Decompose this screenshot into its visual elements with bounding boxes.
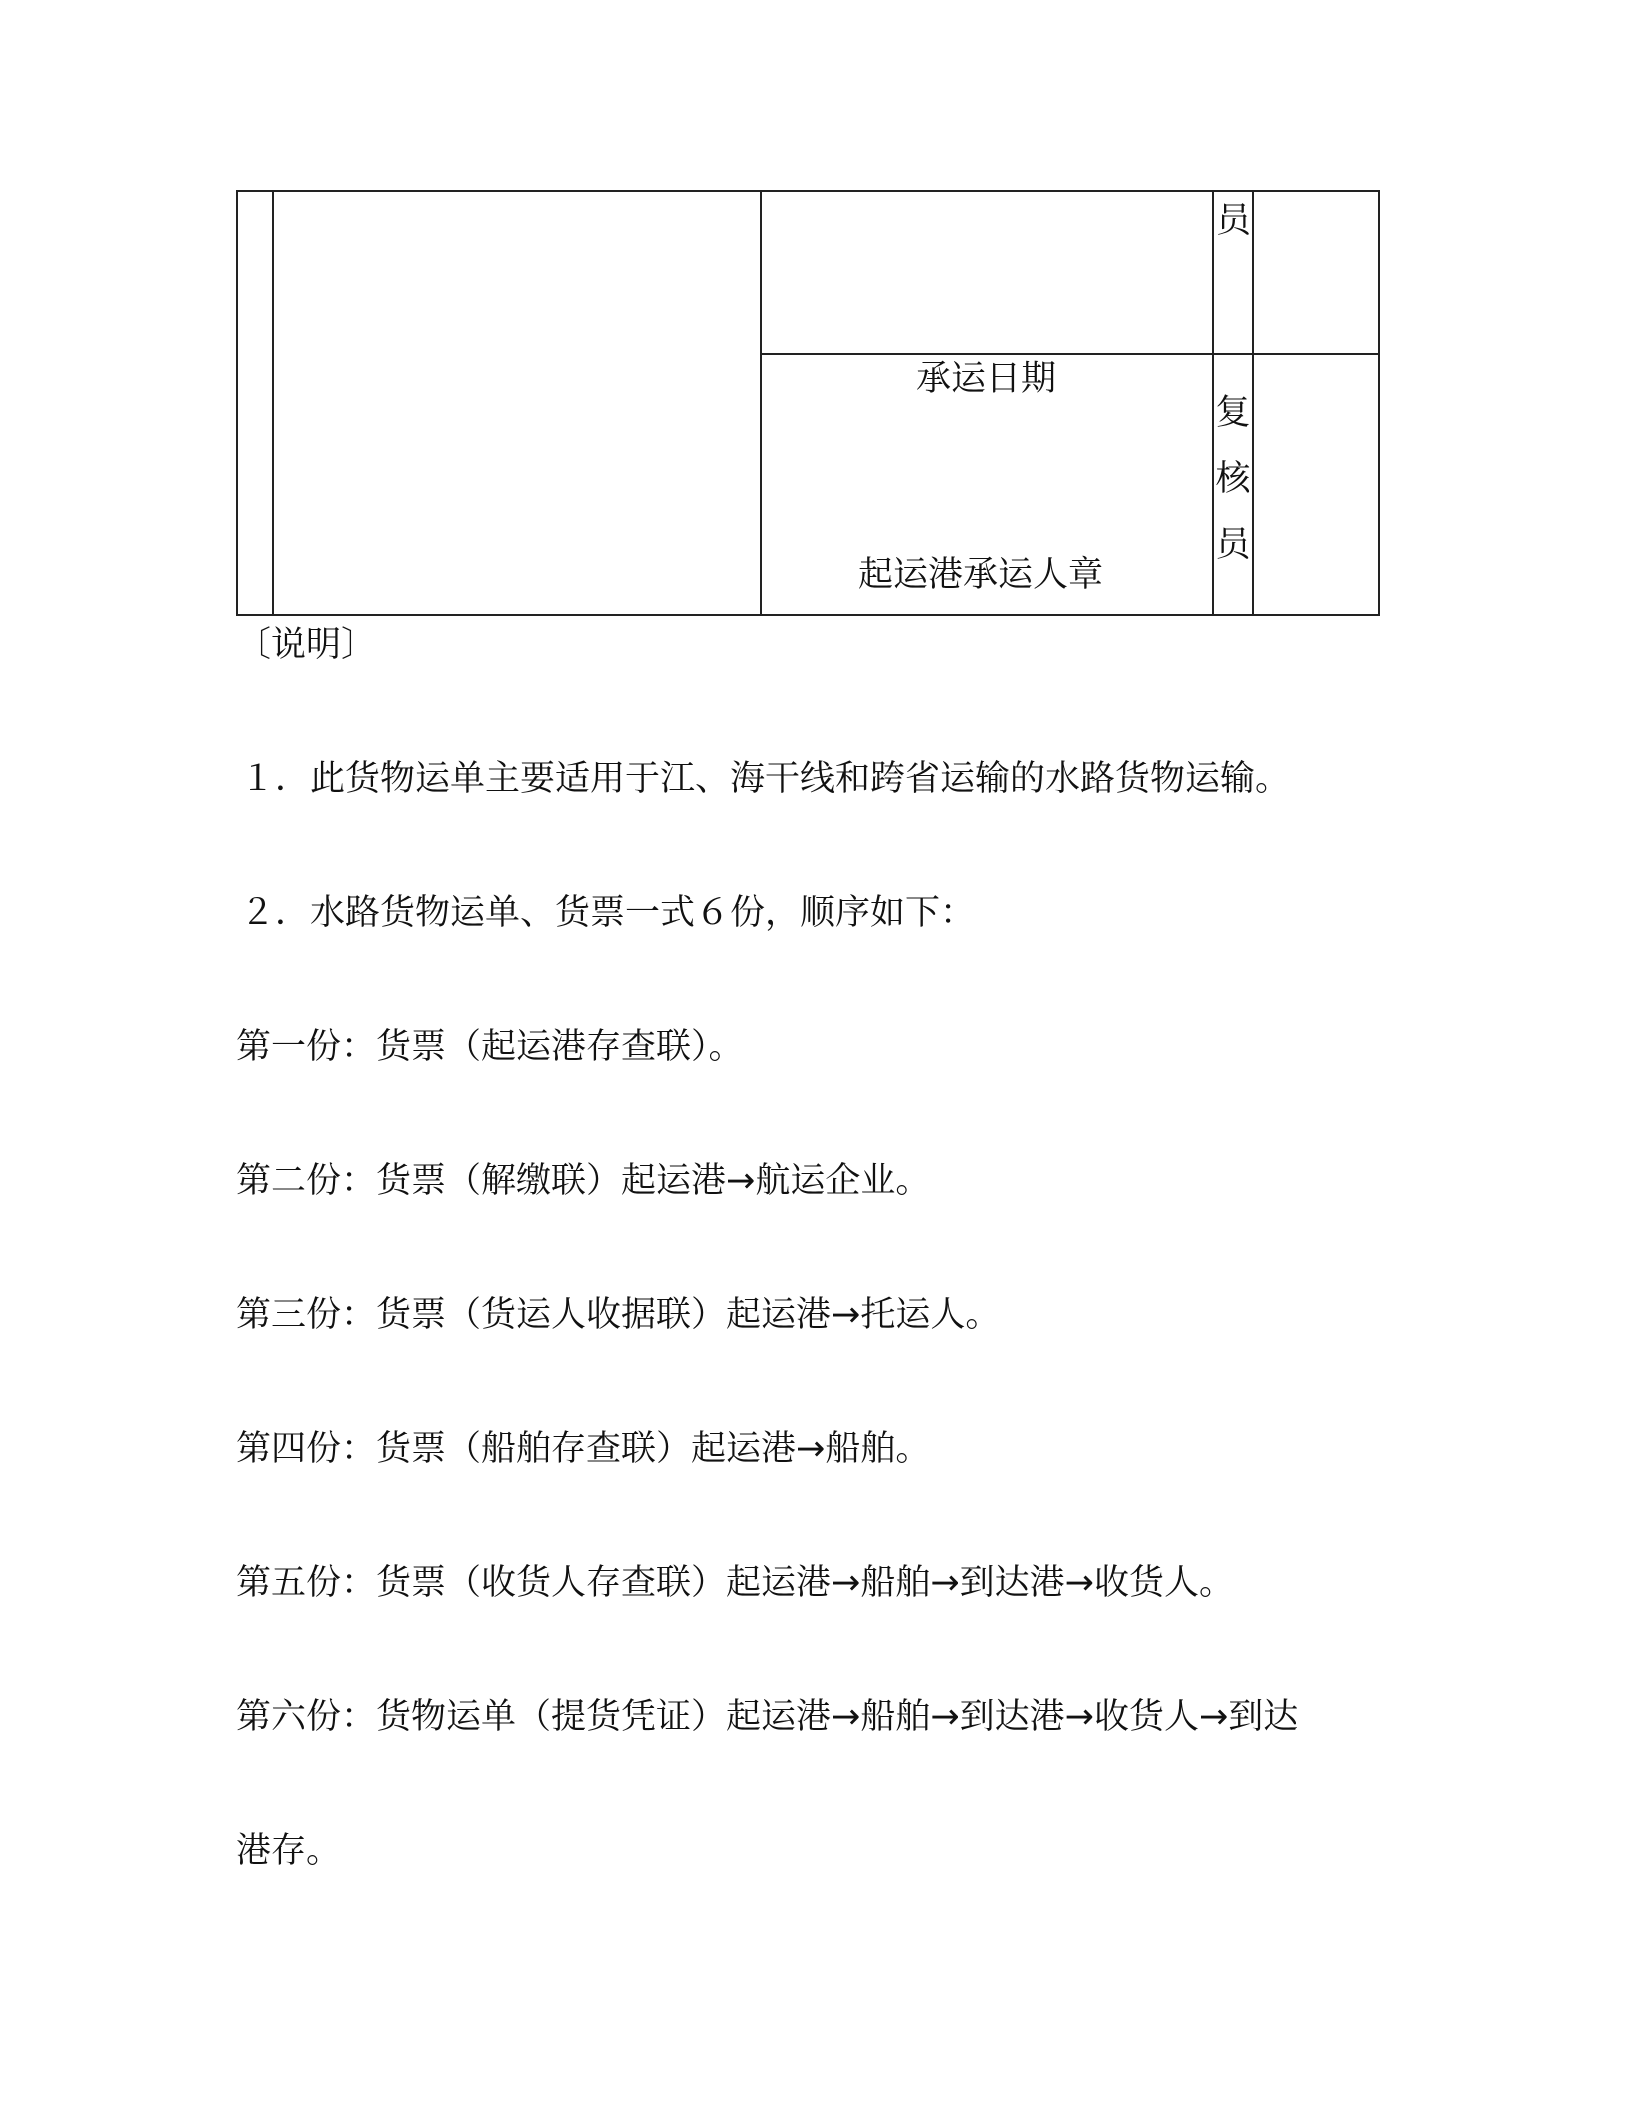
table-border-right <box>1378 190 1380 616</box>
table-border-bottom <box>236 614 1380 616</box>
table-border-left <box>236 190 238 616</box>
copy-item-6-continued: 港存。 <box>236 1831 342 1871</box>
reviewer-label: 复 核 员 <box>1215 393 1251 565</box>
copy-item-3: 第三份：货票（货运人收据联）起运港→托运人。 <box>236 1295 1001 1335</box>
copy-item-6: 第六份：货物运单（提货凭证）起运港→船舶→到达港→收货人→到达 <box>236 1697 1299 1737</box>
note-item-1: １．此货物运单主要适用于江、海干线和跨省运输的水路货物运输。 <box>240 759 1291 799</box>
waybill-form-table <box>236 190 1380 616</box>
table-row-divider <box>760 353 1380 355</box>
notes-title: 〔说明〕 <box>236 625 377 665</box>
copy-item-2: 第二份：货票（解缴联）起运港→航运企业。 <box>236 1161 931 1201</box>
staff-label: 员 <box>1216 201 1252 241</box>
copy-item-5: 第五份：货票（收货人存查联）起运港→船舶→到达港→收货人。 <box>236 1563 1234 1603</box>
table-border-top <box>236 190 1380 192</box>
note-item-2: ２．水路货物运单、货票一式６份，顺序如下： <box>240 893 976 933</box>
carriage-date-label: 承运日期 <box>916 359 1057 399</box>
port-seal-label: 起运港承运人章 <box>858 555 1104 595</box>
table-col-divider-2 <box>760 190 762 616</box>
copy-item-1: 第一份：货票（起运港存查联）。 <box>236 1027 744 1067</box>
table-col-divider-1 <box>272 190 274 616</box>
copy-item-4: 第四份：货票（船舶存查联）起运港→船舶。 <box>236 1429 931 1469</box>
